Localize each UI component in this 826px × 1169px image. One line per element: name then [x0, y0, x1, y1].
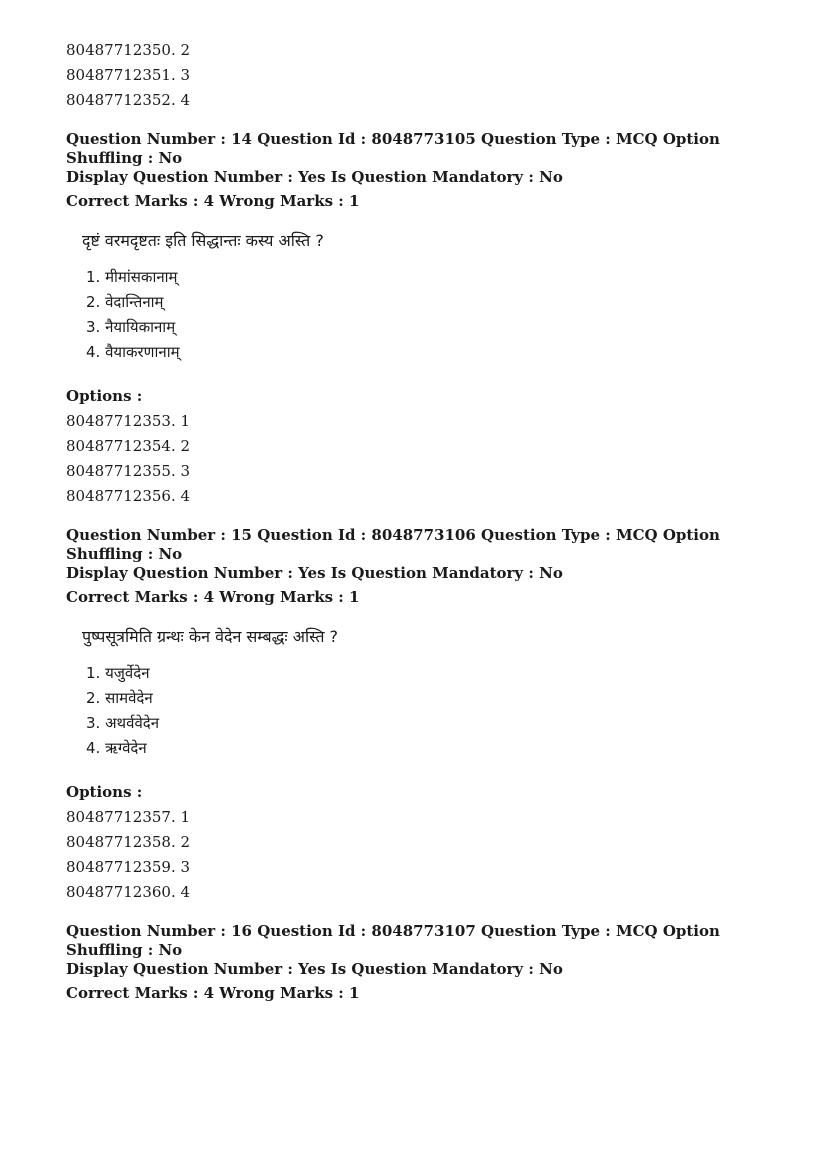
- option-value: 1: [180, 808, 191, 826]
- choice-item: 2. वेदान्तिनाम्: [86, 293, 164, 311]
- options-label: Options :: [66, 387, 143, 405]
- choice-item: 3. अथर्ववेदेन: [86, 714, 160, 732]
- answer-choices: [86, 661, 766, 761]
- option-value: 2: [180, 41, 191, 59]
- question-marks: Correct Marks : 4 Wrong Marks : 1: [66, 588, 360, 606]
- option-value: 4: [180, 91, 191, 109]
- option-line: [66, 434, 766, 459]
- question-15: [66, 526, 766, 905]
- question-header-line1: Question Number : 16 Question Id : 8048773107 Question Type : MCQ Option Shuffling : No: [66, 922, 720, 959]
- option-id: 80487712355.: [66, 462, 176, 480]
- previous-question-options: [66, 38, 766, 113]
- question-text: पुष्पसूत्रमिति ग्रन्थः केन वेदेन सम्बद्धः अस्ति ?: [82, 627, 339, 646]
- option-value: 4: [180, 883, 191, 901]
- option-id: 80487712356.: [66, 487, 176, 505]
- option-line: [66, 38, 766, 63]
- option-value: 3: [180, 66, 191, 84]
- option-id: 80487712351.: [66, 66, 176, 84]
- option-id: 80487712359.: [66, 858, 176, 876]
- options-list: [66, 805, 766, 905]
- option-line: [66, 855, 766, 880]
- option-value: 3: [180, 462, 191, 480]
- question-header-line1: Question Number : 14 Question Id : 8048773105 Question Type : MCQ Option Shuffling : No: [66, 130, 720, 167]
- option-id: 80487712350.: [66, 41, 176, 59]
- question-text: दृष्टं वरमदृष्टतः इति सिद्धान्तः कस्य अस्ति ?: [82, 231, 324, 250]
- option-value: 2: [180, 437, 191, 455]
- question-16: [66, 922, 766, 1004]
- option-id: 80487712360.: [66, 883, 176, 901]
- option-value: 1: [180, 412, 191, 430]
- question-14: [66, 130, 766, 509]
- question-header-line1: Question Number : 15 Question Id : 8048773106 Question Type : MCQ Option Shuffling : No: [66, 526, 720, 563]
- choice-item: 2. सामवेदेन: [86, 689, 153, 707]
- option-line: [66, 63, 766, 88]
- question-header-line2: Display Question Number : Yes Is Question Mandatory : No: [66, 960, 563, 978]
- choice-item: 4. ऋग्वेदेन: [86, 739, 147, 757]
- question-header-line2: Display Question Number : Yes Is Question Mandatory : No: [66, 564, 563, 582]
- question-marks: Correct Marks : 4 Wrong Marks : 1: [66, 984, 360, 1002]
- option-value: 3: [180, 858, 191, 876]
- choice-item: 4. वैयाकरणानाम्: [86, 343, 180, 361]
- option-value: 4: [180, 487, 191, 505]
- options-list: [66, 409, 766, 509]
- option-line: [66, 805, 766, 830]
- option-id: 80487712358.: [66, 833, 176, 851]
- option-id: 80487712357.: [66, 808, 176, 826]
- question-marks: Correct Marks : 4 Wrong Marks : 1: [66, 192, 360, 210]
- option-id: 80487712353.: [66, 412, 176, 430]
- option-id: 80487712352.: [66, 91, 176, 109]
- option-line: [66, 459, 766, 484]
- options-label: Options :: [66, 783, 143, 801]
- option-line: [66, 88, 766, 113]
- choice-item: 1. यजुर्वेदेन: [86, 664, 150, 682]
- option-value: 2: [180, 833, 191, 851]
- document-page: [66, 38, 766, 1004]
- answer-choices: [86, 265, 766, 365]
- option-line: [66, 880, 766, 905]
- option-line: [66, 830, 766, 855]
- option-id: 80487712354.: [66, 437, 176, 455]
- option-line: [66, 409, 766, 434]
- choice-item: 3. नैयायिकानाम्: [86, 318, 176, 336]
- choice-item: 1. मीमांसकानाम्: [86, 268, 178, 286]
- question-header-line2: Display Question Number : Yes Is Question Mandatory : No: [66, 168, 563, 186]
- option-line: [66, 484, 766, 509]
